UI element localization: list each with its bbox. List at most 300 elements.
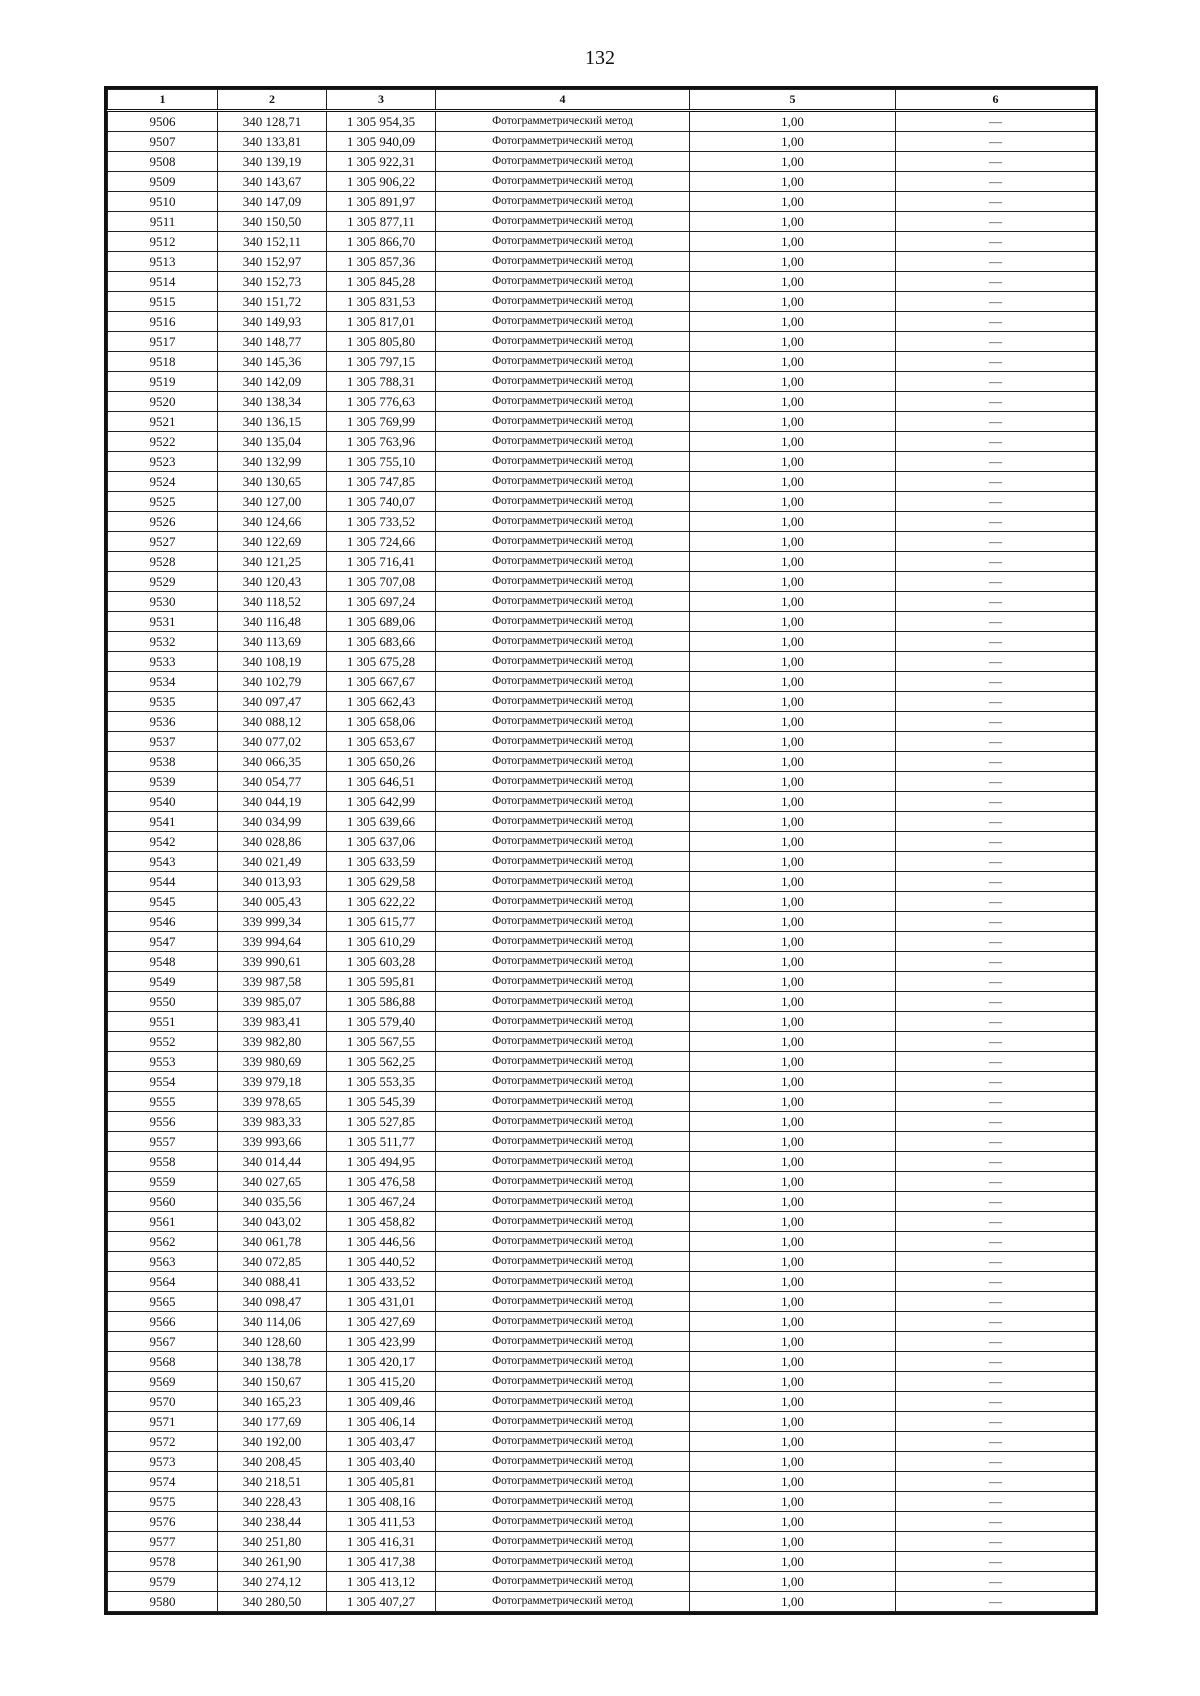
table-row — [108, 1552, 1096, 1572]
cell-point-number: 9548 — [108, 952, 218, 972]
cell-coordinate-y: 1 305 423,99 — [327, 1332, 436, 1352]
table-row — [108, 152, 1096, 172]
cell-point-number: 9555 — [108, 1092, 218, 1112]
cell-method: Фотограмметрический метод — [436, 1252, 690, 1272]
cell-method: Фотограмметрический метод — [436, 512, 690, 532]
cell-coordinate-x: 340 148,77 — [218, 332, 327, 352]
cell-accuracy: 1,00 — [690, 1552, 896, 1572]
cell-coordinate-x: 340 098,47 — [218, 1292, 327, 1312]
table-row — [108, 912, 1096, 932]
cell-coordinate-x: 340 192,00 — [218, 1432, 327, 1452]
cell-description: — — [896, 772, 1096, 792]
column-header: 4 — [436, 90, 690, 111]
cell-coordinate-x: 340 147,09 — [218, 192, 327, 212]
cell-description: — — [896, 492, 1096, 512]
table-row — [108, 552, 1096, 572]
cell-point-number: 9528 — [108, 552, 218, 572]
table-row — [108, 1072, 1096, 1092]
cell-accuracy: 1,00 — [690, 1472, 896, 1492]
column-header: 5 — [690, 90, 896, 111]
table-row — [108, 1212, 1096, 1232]
table-row — [108, 192, 1096, 212]
cell-point-number: 9566 — [108, 1312, 218, 1332]
cell-accuracy: 1,00 — [690, 1232, 896, 1252]
cell-accuracy: 1,00 — [690, 772, 896, 792]
cell-description: — — [896, 252, 1096, 272]
cell-description: — — [896, 1032, 1096, 1052]
cell-point-number: 9507 — [108, 132, 218, 152]
cell-description: — — [896, 1012, 1096, 1032]
cell-method: Фотограмметрический метод — [436, 132, 690, 152]
cell-accuracy: 1,00 — [690, 852, 896, 872]
table-row — [108, 652, 1096, 672]
cell-method: Фотограмметрический метод — [436, 432, 690, 452]
cell-coordinate-y: 1 305 633,59 — [327, 852, 436, 872]
cell-coordinate-y: 1 305 403,40 — [327, 1452, 436, 1472]
cell-method: Фотограмметрический метод — [436, 1092, 690, 1112]
cell-point-number: 9559 — [108, 1172, 218, 1192]
cell-method: Фотограмметрический метод — [436, 752, 690, 772]
cell-coordinate-y: 1 305 733,52 — [327, 512, 436, 532]
cell-accuracy: 1,00 — [690, 372, 896, 392]
cell-coordinate-x: 340 138,34 — [218, 392, 327, 412]
cell-point-number: 9565 — [108, 1292, 218, 1312]
cell-description: — — [896, 1152, 1096, 1172]
cell-accuracy: 1,00 — [690, 1372, 896, 1392]
table-row — [108, 332, 1096, 352]
cell-coordinate-x: 340 102,79 — [218, 672, 327, 692]
cell-coordinate-y: 1 305 511,77 — [327, 1132, 436, 1152]
cell-accuracy: 1,00 — [690, 1292, 896, 1312]
cell-method: Фотограмметрический метод — [436, 712, 690, 732]
cell-coordinate-y: 1 305 603,28 — [327, 952, 436, 972]
table-row — [108, 672, 1096, 692]
cell-point-number: 9574 — [108, 1472, 218, 1492]
cell-accuracy: 1,00 — [690, 1352, 896, 1372]
cell-accuracy: 1,00 — [690, 1092, 896, 1112]
cell-point-number: 9553 — [108, 1052, 218, 1072]
cell-coordinate-y: 1 305 409,46 — [327, 1392, 436, 1412]
cell-coordinate-y: 1 305 845,28 — [327, 272, 436, 292]
table-row — [108, 532, 1096, 552]
table-row — [108, 352, 1096, 372]
cell-coordinate-y: 1 305 697,24 — [327, 592, 436, 612]
cell-coordinate-x: 340 122,69 — [218, 532, 327, 552]
table-row — [108, 692, 1096, 712]
cell-point-number: 9525 — [108, 492, 218, 512]
cell-coordinate-y: 1 305 431,01 — [327, 1292, 436, 1312]
cell-point-number: 9513 — [108, 252, 218, 272]
cell-description: — — [896, 1512, 1096, 1532]
cell-point-number: 9540 — [108, 792, 218, 812]
cell-point-number: 9549 — [108, 972, 218, 992]
cell-method: Фотограмметрический метод — [436, 1232, 690, 1252]
cell-description: — — [896, 1332, 1096, 1352]
cell-description: — — [896, 1392, 1096, 1412]
table-row — [108, 792, 1096, 812]
cell-point-number: 9518 — [108, 352, 218, 372]
cell-accuracy: 1,00 — [690, 1532, 896, 1552]
cell-point-number: 9544 — [108, 872, 218, 892]
cell-method: Фотограмметрический метод — [436, 1372, 690, 1392]
cell-description: — — [896, 432, 1096, 452]
cell-coordinate-y: 1 305 724,66 — [327, 532, 436, 552]
cell-method: Фотограмметрический метод — [436, 1292, 690, 1312]
cell-accuracy: 1,00 — [690, 1172, 896, 1192]
cell-coordinate-y: 1 305 891,97 — [327, 192, 436, 212]
cell-accuracy: 1,00 — [690, 1152, 896, 1172]
table-row — [108, 132, 1096, 152]
cell-point-number: 9568 — [108, 1352, 218, 1372]
cell-description: — — [896, 111, 1096, 132]
cell-coordinate-y: 1 305 658,06 — [327, 712, 436, 732]
cell-accuracy: 1,00 — [690, 132, 896, 152]
cell-accuracy: 1,00 — [690, 1412, 896, 1432]
cell-method: Фотограмметрический метод — [436, 872, 690, 892]
cell-coordinate-y: 1 305 797,15 — [327, 352, 436, 372]
cell-accuracy: 1,00 — [690, 952, 896, 972]
table-row — [108, 1112, 1096, 1132]
cell-coordinate-x: 340 097,47 — [218, 692, 327, 712]
cell-point-number: 9577 — [108, 1532, 218, 1552]
cell-method: Фотограмметрический метод — [436, 532, 690, 552]
cell-accuracy: 1,00 — [690, 272, 896, 292]
cell-accuracy: 1,00 — [690, 1012, 896, 1032]
cell-coordinate-x: 339 990,61 — [218, 952, 327, 972]
table-row — [108, 1332, 1096, 1352]
cell-coordinate-y: 1 305 707,08 — [327, 572, 436, 592]
cell-accuracy: 1,00 — [690, 1512, 896, 1532]
cell-point-number: 9519 — [108, 372, 218, 392]
cell-description: — — [896, 1092, 1096, 1112]
cell-coordinate-x: 340 127,00 — [218, 492, 327, 512]
cell-point-number: 9569 — [108, 1372, 218, 1392]
cell-method: Фотограмметрический метод — [436, 232, 690, 252]
cell-description: — — [896, 912, 1096, 932]
cell-method: Фотограмметрический метод — [436, 1032, 690, 1052]
table-row — [108, 1352, 1096, 1372]
cell-coordinate-y: 1 305 650,26 — [327, 752, 436, 772]
cell-point-number: 9511 — [108, 212, 218, 232]
cell-method: Фотограмметрический метод — [436, 152, 690, 172]
cell-coordinate-x: 340 145,36 — [218, 352, 327, 372]
cell-coordinate-y: 1 305 417,38 — [327, 1552, 436, 1572]
cell-method: Фотограмметрический метод — [436, 252, 690, 272]
cell-coordinate-x: 340 128,71 — [218, 111, 327, 132]
table-header-row — [108, 90, 1096, 111]
cell-coordinate-y: 1 305 494,95 — [327, 1152, 436, 1172]
cell-coordinate-x: 340 251,80 — [218, 1532, 327, 1552]
table-row — [108, 1012, 1096, 1032]
cell-point-number: 9532 — [108, 632, 218, 652]
table-row — [108, 392, 1096, 412]
cell-point-number: 9573 — [108, 1452, 218, 1472]
table-row — [108, 312, 1096, 332]
table-row — [108, 232, 1096, 252]
cell-coordinate-x: 339 982,80 — [218, 1032, 327, 1052]
cell-method: Фотограмметрический метод — [436, 412, 690, 432]
cell-coordinate-y: 1 305 595,81 — [327, 972, 436, 992]
cell-coordinate-x: 340 280,50 — [218, 1592, 327, 1612]
cell-point-number: 9527 — [108, 532, 218, 552]
cell-description: — — [896, 972, 1096, 992]
cell-coordinate-y: 1 305 458,82 — [327, 1212, 436, 1232]
cell-coordinate-x: 340 151,72 — [218, 292, 327, 312]
table-body — [108, 111, 1096, 1612]
cell-description: — — [896, 1312, 1096, 1332]
cell-point-number: 9526 — [108, 512, 218, 532]
cell-method: Фотограмметрический метод — [436, 1152, 690, 1172]
table-row — [108, 492, 1096, 512]
table-row — [108, 412, 1096, 432]
cell-coordinate-y: 1 305 689,06 — [327, 612, 436, 632]
column-header: 6 — [896, 90, 1096, 111]
cell-coordinate-y: 1 305 877,11 — [327, 212, 436, 232]
cell-method: Фотограмметрический метод — [436, 1432, 690, 1452]
cell-description: — — [896, 1372, 1096, 1392]
cell-method: Фотограмметрический метод — [436, 392, 690, 412]
cell-method: Фотограмметрический метод — [436, 1452, 690, 1472]
cell-description: — — [896, 172, 1096, 192]
cell-coordinate-y: 1 305 642,99 — [327, 792, 436, 812]
cell-method: Фотограмметрический метод — [436, 352, 690, 372]
cell-accuracy: 1,00 — [690, 252, 896, 272]
cell-accuracy: 1,00 — [690, 352, 896, 372]
cell-accuracy: 1,00 — [690, 232, 896, 252]
cell-accuracy: 1,00 — [690, 1432, 896, 1452]
cell-coordinate-x: 340 077,02 — [218, 732, 327, 752]
cell-coordinate-y: 1 305 646,51 — [327, 772, 436, 792]
cell-coordinate-y: 1 305 817,01 — [327, 312, 436, 332]
cell-coordinate-x: 340 035,56 — [218, 1192, 327, 1212]
cell-coordinate-x: 339 983,33 — [218, 1112, 327, 1132]
table-row — [108, 1512, 1096, 1532]
table-row — [108, 1152, 1096, 1172]
cell-accuracy: 1,00 — [690, 912, 896, 932]
cell-method: Фотограмметрический метод — [436, 292, 690, 312]
cell-coordinate-x: 340 228,43 — [218, 1492, 327, 1512]
cell-coordinate-y: 1 305 476,58 — [327, 1172, 436, 1192]
cell-coordinate-x: 340 124,66 — [218, 512, 327, 532]
cell-accuracy: 1,00 — [690, 1112, 896, 1132]
cell-point-number: 9557 — [108, 1132, 218, 1152]
cell-point-number: 9560 — [108, 1192, 218, 1212]
cell-method: Фотограмметрический метод — [436, 1052, 690, 1072]
cell-coordinate-y: 1 305 408,16 — [327, 1492, 436, 1512]
cell-description: — — [896, 892, 1096, 912]
cell-coordinate-x: 340 150,50 — [218, 212, 327, 232]
cell-method: Фотограмметрический метод — [436, 672, 690, 692]
cell-point-number: 9579 — [108, 1572, 218, 1592]
cell-coordinate-x: 340 150,67 — [218, 1372, 327, 1392]
cell-description: — — [896, 1212, 1096, 1232]
cell-accuracy: 1,00 — [690, 1132, 896, 1152]
cell-method: Фотограмметрический метод — [436, 452, 690, 472]
table-row — [108, 1252, 1096, 1272]
cell-description: — — [896, 832, 1096, 852]
cell-description: — — [896, 1532, 1096, 1552]
cell-coordinate-x: 340 142,09 — [218, 372, 327, 392]
cell-coordinate-y: 1 305 683,66 — [327, 632, 436, 652]
cell-description: — — [896, 672, 1096, 692]
cell-coordinate-y: 1 305 940,09 — [327, 132, 436, 152]
table-row — [108, 712, 1096, 732]
cell-point-number: 9535 — [108, 692, 218, 712]
cell-method: Фотограмметрический метод — [436, 1592, 690, 1612]
table-row — [108, 1192, 1096, 1212]
table-row — [108, 932, 1096, 952]
cell-method: Фотограмметрический метод — [436, 1552, 690, 1572]
cell-coordinate-y: 1 305 866,70 — [327, 232, 436, 252]
cell-method: Фотограмметрический метод — [436, 312, 690, 332]
cell-description: — — [896, 932, 1096, 952]
cell-coordinate-x: 340 034,99 — [218, 812, 327, 832]
cell-coordinate-x: 340 208,45 — [218, 1452, 327, 1472]
cell-coordinate-x: 340 116,48 — [218, 612, 327, 632]
cell-description: — — [896, 572, 1096, 592]
cell-accuracy: 1,00 — [690, 1212, 896, 1232]
cell-method: Фотограмметрический метод — [436, 732, 690, 752]
cell-coordinate-x: 340 072,85 — [218, 1252, 327, 1272]
cell-accuracy: 1,00 — [690, 432, 896, 452]
cell-point-number: 9533 — [108, 652, 218, 672]
cell-accuracy: 1,00 — [690, 1072, 896, 1092]
table-row — [108, 432, 1096, 452]
cell-coordinate-y: 1 305 567,55 — [327, 1032, 436, 1052]
cell-coordinate-y: 1 305 667,67 — [327, 672, 436, 692]
cell-coordinate-x: 340 130,65 — [218, 472, 327, 492]
cell-point-number: 9523 — [108, 452, 218, 472]
cell-accuracy: 1,00 — [690, 932, 896, 952]
cell-coordinate-x: 340 121,25 — [218, 552, 327, 572]
cell-coordinate-x: 340 044,19 — [218, 792, 327, 812]
cell-accuracy: 1,00 — [690, 192, 896, 212]
cell-point-number: 9529 — [108, 572, 218, 592]
cell-point-number: 9539 — [108, 772, 218, 792]
cell-method: Фотограмметрический метод — [436, 1332, 690, 1352]
cell-method: Фотограмметрический метод — [436, 172, 690, 192]
cell-method: Фотограмметрический метод — [436, 1172, 690, 1192]
cell-description: — — [896, 472, 1096, 492]
cell-description: — — [896, 1472, 1096, 1492]
table-row — [108, 992, 1096, 1012]
cell-method: Фотограмметрический метод — [436, 212, 690, 232]
cell-coordinate-y: 1 305 639,66 — [327, 812, 436, 832]
cell-method: Фотограмметрический метод — [436, 1352, 690, 1372]
table-row — [108, 1452, 1096, 1472]
cell-description: — — [896, 132, 1096, 152]
table-row — [108, 592, 1096, 612]
cell-point-number: 9546 — [108, 912, 218, 932]
cell-coordinate-y: 1 305 747,85 — [327, 472, 436, 492]
cell-description: — — [896, 152, 1096, 172]
cell-description: — — [896, 312, 1096, 332]
cell-accuracy: 1,00 — [690, 612, 896, 632]
coordinates-table — [107, 89, 1096, 1612]
cell-point-number: 9514 — [108, 272, 218, 292]
cell-method: Фотограмметрический метод — [436, 932, 690, 952]
cell-method: Фотограмметрический метод — [436, 1112, 690, 1132]
table-row — [108, 1392, 1096, 1412]
cell-coordinate-x: 340 027,65 — [218, 1172, 327, 1192]
cell-description: — — [896, 532, 1096, 552]
cell-coordinate-y: 1 305 922,31 — [327, 152, 436, 172]
cell-method: Фотограмметрический метод — [436, 1392, 690, 1412]
cell-coordinate-x: 340 013,93 — [218, 872, 327, 892]
cell-accuracy: 1,00 — [690, 972, 896, 992]
cell-point-number: 9510 — [108, 192, 218, 212]
cell-coordinate-y: 1 305 579,40 — [327, 1012, 436, 1032]
cell-description: — — [896, 272, 1096, 292]
cell-coordinate-y: 1 305 415,20 — [327, 1372, 436, 1392]
cell-point-number: 9534 — [108, 672, 218, 692]
cell-coordinate-y: 1 305 755,10 — [327, 452, 436, 472]
cell-coordinate-y: 1 305 629,58 — [327, 872, 436, 892]
cell-point-number: 9541 — [108, 812, 218, 832]
cell-method: Фотограмметрический метод — [436, 992, 690, 1012]
cell-description: — — [896, 392, 1096, 412]
cell-coordinate-y: 1 305 562,25 — [327, 1052, 436, 1072]
cell-coordinate-x: 340 152,97 — [218, 252, 327, 272]
cell-point-number: 9572 — [108, 1432, 218, 1452]
cell-accuracy: 1,00 — [690, 532, 896, 552]
cell-coordinate-y: 1 305 467,24 — [327, 1192, 436, 1212]
table-row — [108, 952, 1096, 972]
table-row — [108, 472, 1096, 492]
cell-coordinate-x: 339 994,64 — [218, 932, 327, 952]
cell-description: — — [896, 192, 1096, 212]
cell-point-number: 9522 — [108, 432, 218, 452]
table-row — [108, 1312, 1096, 1332]
cell-accuracy: 1,00 — [690, 512, 896, 532]
cell-coordinate-x: 340 128,60 — [218, 1332, 327, 1352]
cell-point-number: 9508 — [108, 152, 218, 172]
cell-point-number: 9558 — [108, 1152, 218, 1172]
cell-point-number: 9571 — [108, 1412, 218, 1432]
cell-description: — — [896, 1552, 1096, 1572]
cell-point-number: 9575 — [108, 1492, 218, 1512]
cell-coordinate-x: 340 005,43 — [218, 892, 327, 912]
cell-coordinate-y: 1 305 427,69 — [327, 1312, 436, 1332]
table-row — [108, 892, 1096, 912]
cell-coordinate-x: 340 113,69 — [218, 632, 327, 652]
cell-method: Фотограмметрический метод — [436, 472, 690, 492]
cell-accuracy: 1,00 — [690, 452, 896, 472]
cell-point-number: 9570 — [108, 1392, 218, 1412]
cell-method: Фотограмметрический метод — [436, 812, 690, 832]
table-row — [108, 1472, 1096, 1492]
cell-coordinate-y: 1 305 805,80 — [327, 332, 436, 352]
table-row — [108, 1492, 1096, 1512]
cell-description: — — [896, 212, 1096, 232]
cell-description: — — [896, 632, 1096, 652]
cell-coordinate-y: 1 305 545,39 — [327, 1092, 436, 1112]
cell-accuracy: 1,00 — [690, 632, 896, 652]
cell-coordinate-x: 340 114,06 — [218, 1312, 327, 1332]
table-row — [108, 111, 1096, 132]
cell-method: Фотограмметрический метод — [436, 632, 690, 652]
cell-description: — — [896, 712, 1096, 732]
cell-description: — — [896, 952, 1096, 972]
cell-coordinate-x: 340 218,51 — [218, 1472, 327, 1492]
table-row — [108, 1132, 1096, 1152]
cell-accuracy: 1,00 — [690, 412, 896, 432]
cell-point-number: 9517 — [108, 332, 218, 352]
table-row — [108, 1412, 1096, 1432]
cell-accuracy: 1,00 — [690, 812, 896, 832]
cell-coordinate-y: 1 305 440,52 — [327, 1252, 436, 1272]
cell-coordinate-x: 339 999,34 — [218, 912, 327, 932]
